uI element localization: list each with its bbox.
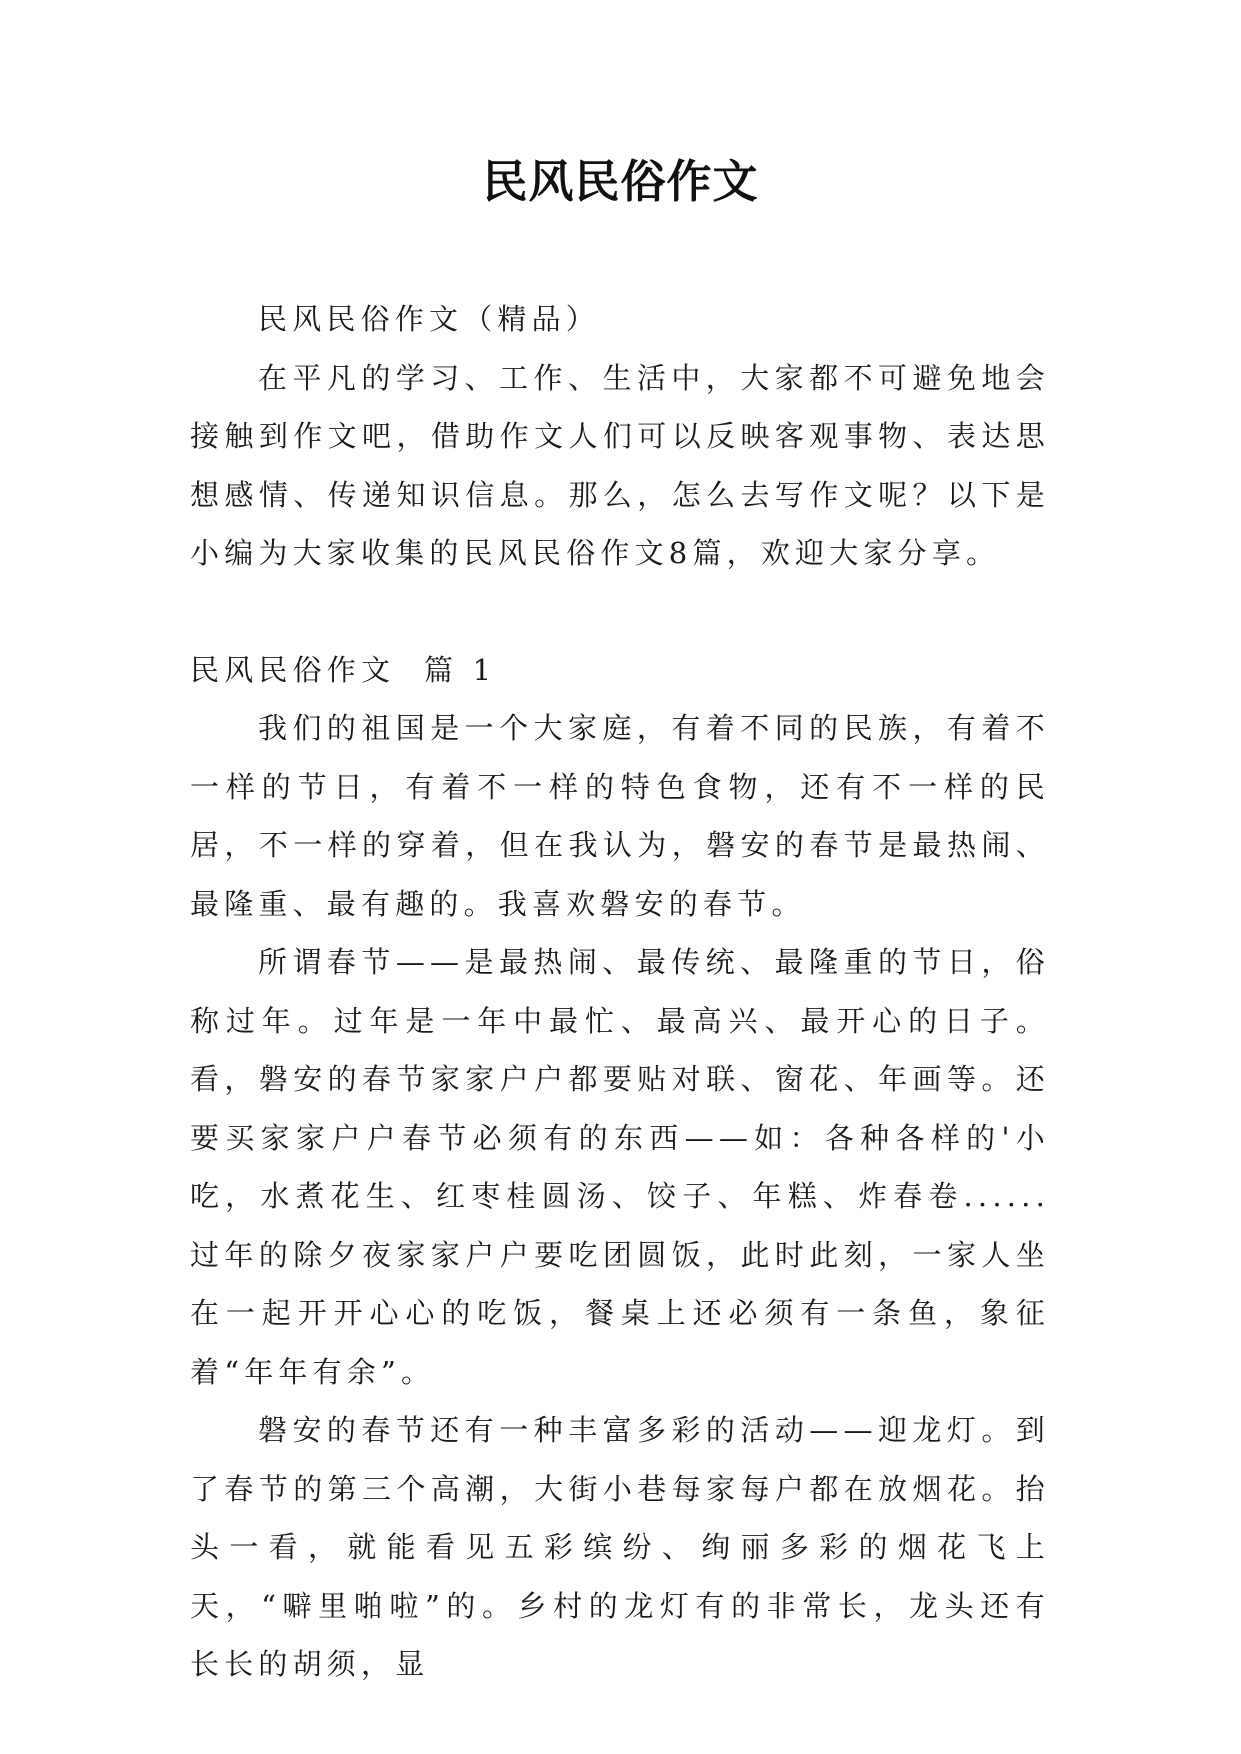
section-paragraph: 所谓春节——是最热闹、最传统、最隆重的节日，俗称过年。过年是一年中最忙、最高兴、最开心的日子。看，磐安的春节家家户户都要贴对联、窗花、年画等。还要买家家户户春节必须有的东西——如：各种各样的'小吃，水煮花生、红枣桂圆汤、饺子、年糕、炸春卷......过年的除夕夜家家户户要吃团圆饭，此时此刻，一家人坐在一起开开心心的吃饭，餐桌上还必须有一条鱼，象征着“年年有余”。 [190,945,1050,1389]
document-title: 民风民俗作文 [482,155,759,208]
section-paragraph: 磐安的春节还有一种丰富多彩的活动——迎龙灯。到了春节的第三个高潮，大街小巷每家每户都在放烟花。抬头一看，就能看见五彩缤纷、绚丽多彩的烟花飞上天，“噼里啪啦”的。乡村的龙灯有的非常长，龙头还有长长的胡须，显 [190,1413,1050,1681]
section-paragraph: 我们的祖国是一个大家庭，有着不同的民族，有着不一样的节日，有着不一样的特色食物，还有不一样的民居，不一样的穿着，但在我认为，磐安的春节是最热闹、最隆重、最有趣的。我喜欢磐安的春节。 [190,711,1050,921]
section-heading: 民风民俗作文 篇 1 [190,652,497,687]
document-subtitle: 民风民俗作文（精品） [258,302,601,336]
section-spacer [190,583,1050,641]
intro-paragraph: 在平凡的学习、工作、生活中，大家都不可避免地会接触到作文吧，借助作文人们可以反映客观事物、表达思想感情、传递知识信息。那么，怎么去写作文呢？以下是小编为大家收集的民风民俗作文8篇，欢迎大家分享。 [190,360,1050,570]
document-body [190,290,1050,1694]
